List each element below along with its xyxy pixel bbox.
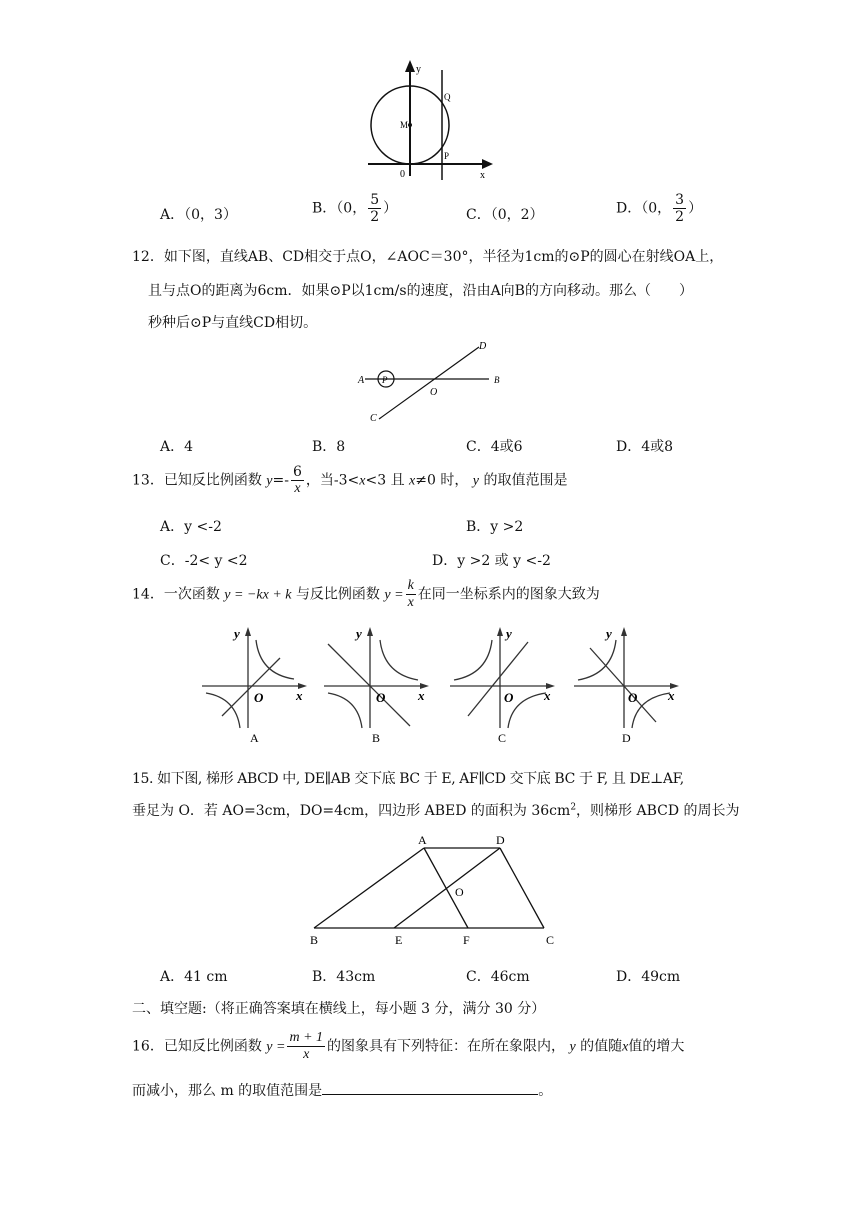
q12-text-line3: 秒种后⊙P与直线CD相切。 — [148, 315, 318, 331]
q14-graph-c — [448, 624, 563, 746]
q15-a-label: A — [418, 833, 427, 847]
q14-b-caption: B — [372, 731, 381, 745]
q11-x-label: x — [480, 170, 485, 181]
q16-answer-blank[interactable] — [322, 1080, 538, 1095]
q14-d-y: y — [606, 626, 612, 641]
q14-d-o: O — [628, 690, 638, 705]
q15-f-label: F — [463, 933, 470, 947]
q14-a-caption: A — [250, 731, 259, 745]
q11-option-b: B．（0， $\frac{5}{2}$ ） — [312, 192, 398, 226]
q14-c-o: O — [504, 690, 514, 705]
q11-m-label: M — [400, 120, 409, 130]
q15-o-label: O — [455, 885, 464, 899]
q13-option-b: B．y >2 — [466, 519, 524, 535]
q13-option-d: D．y >2 或 y <-2 — [432, 553, 551, 569]
q14-graph-d — [572, 624, 687, 746]
q14-d-x: x — [668, 688, 675, 703]
q11-origin-label: 0 — [400, 169, 405, 180]
q11-option-d: D．（0， $\frac{3}{2}$ ） — [616, 192, 703, 226]
q14-b-x: x — [418, 688, 425, 703]
q12-option-c: C．4或6 — [466, 439, 523, 455]
q13-stem: 13．已知反比例函数 y=- $\frac{6}{x}$ ，当-3<x<3 且 x≠0 时， y 的取值范围是 — [132, 464, 568, 497]
q15-option-a: A．41 cm — [160, 969, 228, 985]
q14-b-o: O — [376, 690, 386, 705]
q14-stem: 14．一次函数 y = −kx + k 与反比例函数 y = $\frac{k}{x}$ 在同一坐标系内的图象大致为 — [132, 578, 600, 611]
q12-p-label: P — [382, 375, 388, 385]
q14-c-caption: C — [498, 731, 507, 745]
q11-option-c: C．（0，2） — [466, 207, 544, 223]
q15-text-line1: 15. 如下图, 梯形 ABCD 中, DE∥AB 交下底 BC 于 E, AF∥CD 交下底 BC 于 F, 且 DE⊥AF, — [132, 771, 684, 787]
q12-figure — [355, 337, 515, 427]
q15-text-line2: 垂足为 O．若 AO=3cm，DO=4cm，四边形 ABED 的面积为 $36cm^2$，则梯形 ABCD 的周长为 — [132, 802, 740, 819]
q14-c-x: x — [544, 688, 551, 703]
q15-b-label: B — [310, 933, 319, 947]
q15-option-c: C．46cm — [466, 969, 530, 985]
q14-c-y: y — [506, 626, 512, 641]
q15-c-label: C — [546, 933, 555, 947]
q11-q-label: Q — [444, 92, 451, 102]
q12-d-label: D — [479, 341, 487, 352]
q12-option-b: B．8 — [312, 439, 346, 455]
q12-option-d: D．4或8 — [616, 439, 674, 455]
q14-d-caption: D — [622, 731, 631, 745]
q14-a-y: y — [234, 626, 240, 641]
q15-option-b: B．43cm — [312, 969, 376, 985]
q12-a-label: A — [358, 375, 365, 386]
q14-graph-b — [322, 624, 437, 746]
q11-figure — [360, 58, 500, 183]
q12-c-label: C — [370, 413, 377, 424]
q11-y-label: y — [416, 64, 421, 75]
q14-graph-a — [200, 624, 315, 746]
q12-text-line1: 12．如下图，直线AB、CD相交于点O，∠AOC＝30°，半径为1cm的⊙P的圆心在射线OA上， — [132, 249, 724, 265]
q16-line2: 而减小，那么 m 的取值范围是 。 — [132, 1080, 552, 1100]
q14-b-y: y — [356, 626, 362, 641]
q15-option-d: D．49cm — [616, 969, 681, 985]
q12-option-a: A．4 — [160, 439, 194, 455]
q11-option-a: A．（0，3） — [160, 207, 237, 223]
q14-a-x: x — [296, 688, 303, 703]
q16-stem: 16．已知反比例函数 y = $\frac{m + 1}{x}$ 的图象具有下列特征：在所在象限内， y 的值随x值的增大 — [132, 1030, 685, 1063]
q14-a-o: O — [254, 690, 264, 705]
q12-text-line2: 且与点O的距离为6cm．如果⊙P以1cm/s的速度，沿由A向B的方向移动。那么（ ） — [148, 283, 693, 299]
q15-figure — [302, 830, 572, 952]
q12-b-label: B — [494, 375, 500, 385]
q11-p-label: P — [444, 151, 450, 161]
q13-option-c: C．-2< y <2 — [160, 553, 248, 569]
q12-o-label: O — [430, 387, 438, 398]
q13-option-a: A．y <-2 — [160, 519, 222, 535]
q15-d-label: D — [496, 833, 505, 847]
q15-e-label: E — [395, 933, 403, 947]
section-heading: 二、填空题:（将正确答案填在横线上，每小题 3 分，满分 30 分） — [132, 1001, 546, 1017]
